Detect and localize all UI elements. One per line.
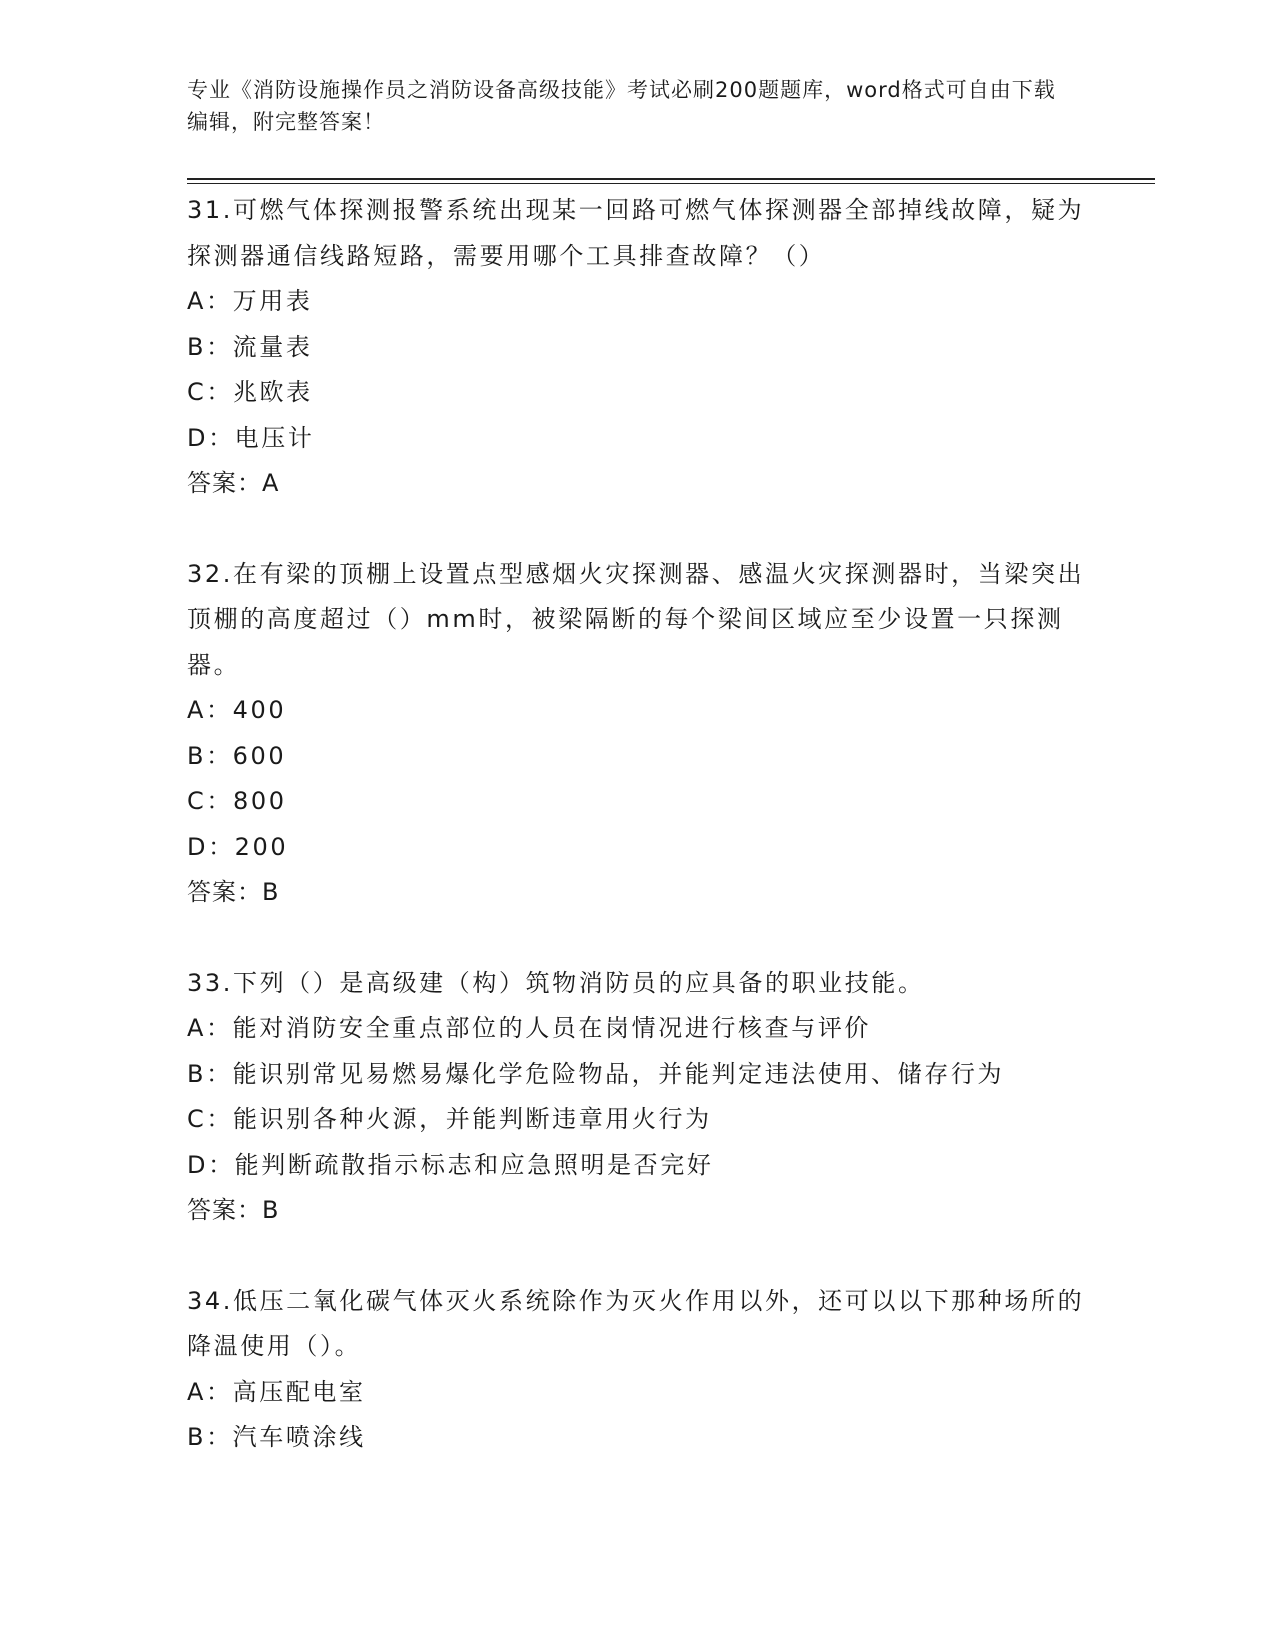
question-spacer: [187, 916, 1107, 961]
option-d: D：200: [187, 832, 289, 861]
answer-text: 答案：A: [187, 469, 280, 497]
question-spacer: [187, 1234, 1107, 1279]
question-spacer: [187, 507, 1107, 552]
option-d: D：电压计: [187, 423, 315, 452]
option-c: C：兆欧表: [187, 378, 313, 406]
question-34: [187, 1279, 1107, 1461]
header-divider-thick: [187, 178, 1155, 180]
question-stem: 33.下列（）是高级建（构）筑物消防员的应具备的职业技能。: [187, 968, 925, 997]
option-b: B：能识别常见易燃易爆化学危险物品，并能判定违法使用、储存行为: [187, 1059, 1005, 1088]
option-a: A：能对消防安全重点部位的人员在岗情况进行核查与评价: [187, 1014, 872, 1042]
option-a: A：400: [187, 696, 287, 724]
question-31: [187, 188, 1107, 507]
option-b: B：流量表: [187, 332, 313, 361]
document-header: 专业《消防设施操作员之消防设备高级技能》考试必刷200题题库，word格式可自由下载编辑，附完整答案！: [187, 78, 1056, 134]
question-stem: 31.可燃气体探测报警系统出现某一回路可燃气体探测器全部掉线故障，疑为探测器通信线路短路，需要用哪个工具排查故障？（）: [187, 196, 1085, 270]
option-c: C：800: [187, 787, 287, 815]
answer-text: 答案：B: [187, 1196, 280, 1224]
option-c: C：能识别各种火源，并能判断违章用火行为: [187, 1105, 712, 1133]
question-stem: 32.在有梁的顶棚上设置点型感烟火灾探测器、感温火灾探测器时，当梁突出顶棚的高度超过（）mm时，被梁隔断的每个梁间区域应至少设置一只探测器。: [187, 559, 1085, 679]
question-stem: 34.低压二氧化碳气体灭火系统除作为灭火作用以外，还可以以下那种场所的降温使用（）。: [187, 1286, 1085, 1360]
option-b: B：汽车喷涂线: [187, 1423, 366, 1451]
question-list: [187, 188, 1107, 1461]
answer-text: 答案：B: [187, 878, 280, 906]
question-32: [187, 552, 1107, 916]
option-d: D：能判断疏散指示标志和应急照明是否完好: [187, 1150, 714, 1179]
option-a: A：高压配电室: [187, 1377, 366, 1406]
option-b: B：600: [187, 741, 287, 770]
option-a: A：万用表: [187, 287, 313, 315]
header-divider-thin: [187, 183, 1155, 184]
question-33: [187, 961, 1107, 1234]
